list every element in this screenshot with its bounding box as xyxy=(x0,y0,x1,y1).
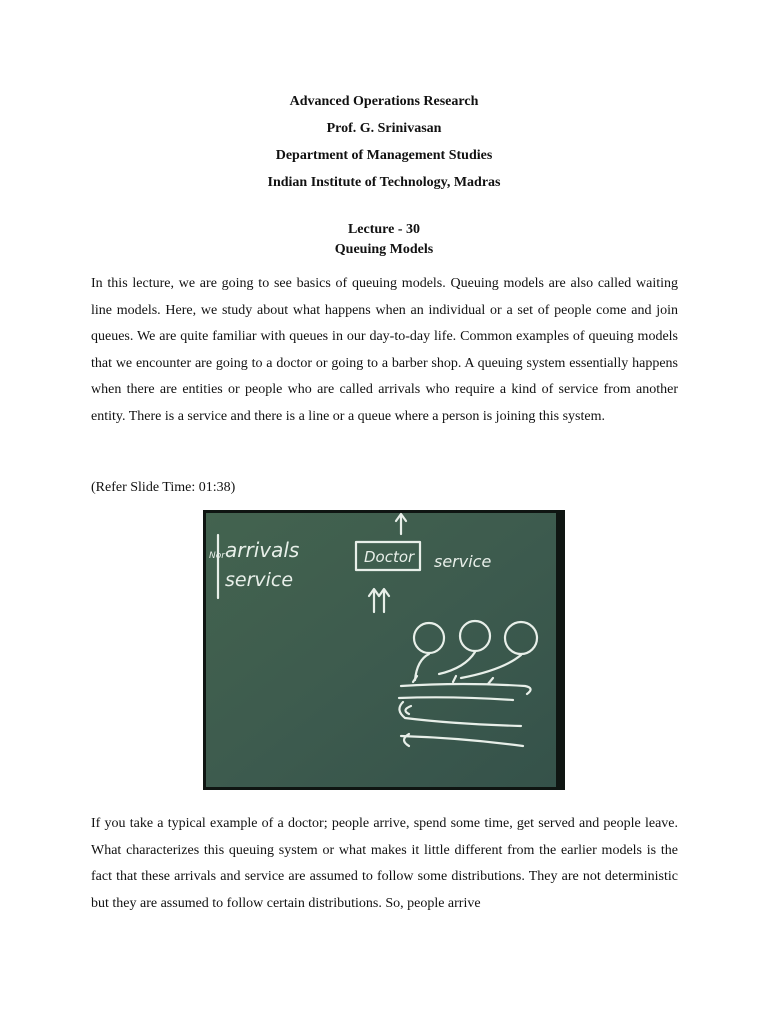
department-name: Department of Management Studies xyxy=(275,148,493,163)
continuation-paragraph: If you take a typical example of a doctor; people arrive, spend some time, get served and people leave. What characterizes this queuing system or what makes it little different from the earlier models is the fact that these arrivals and service are assumed to follow some distributions. They are not deterministic but they are assumed to follow certain distributions. So, people arrive xyxy=(91,816,678,911)
chalk-word-service-right: service xyxy=(434,552,492,571)
institute-name: Indian Institute of Technology, Madras xyxy=(267,175,501,190)
lecture-number: Lecture - 30 xyxy=(347,222,421,237)
lecture-slide-image xyxy=(203,510,565,790)
chalk-word-arrivals: arrivals xyxy=(225,538,300,562)
margin-mark: Nor xyxy=(209,551,225,561)
professor-name: Prof. G. Srinivasan xyxy=(326,121,442,136)
document-header xyxy=(0,90,768,198)
course-title: Advanced Operations Research xyxy=(289,94,479,109)
chalkboard-drawing xyxy=(203,510,565,790)
chalk-word-service-left: service xyxy=(225,569,294,591)
intro-paragraph: In this lecture, we are going to see basics of queuing models. Queuing models are also called waiting line models. Here, we study about what happens when an individual or a set of people come and join queues. We are quite familiar with queues in our day-to-day life. Common examples of queuing models that we encounter are going to a doctor or going to a barber shop. A queuing system essentially happens when there are entities or people who are called arrivals who require a kind of service from another entity. There is a service and there is a line or a queue where a person is joining this system. xyxy=(91,276,678,424)
lecture-heading xyxy=(0,220,768,260)
lecture-title: Queuing Models xyxy=(334,242,434,257)
slide-time-reference: (Refer Slide Time: 01:38) xyxy=(91,480,236,495)
chalk-word-doctor: Doctor xyxy=(364,548,415,566)
